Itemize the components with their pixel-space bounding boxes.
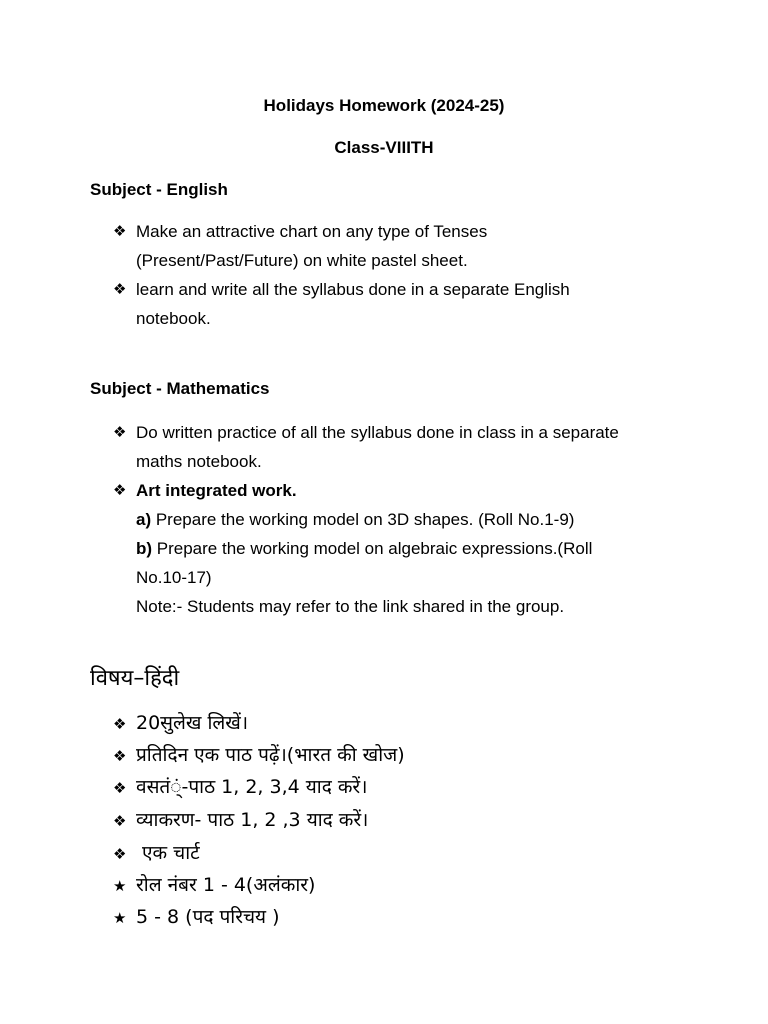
hindi-item-1: ❖ 20सुलेख लिखें।	[113, 707, 248, 740]
diamond-bullet-icon: ❖	[113, 812, 127, 830]
maths-item-1-line1: Do written practice of all the syllabus done in class in a separate	[136, 423, 619, 442]
diamond-bullet-icon: ❖	[113, 222, 127, 240]
hindi-item-4: ❖ व्याकरण- पाठ 1, 2 ,3 याद करें।	[113, 804, 368, 837]
item-a-text: Prepare the working model on 3D shapes. (Roll No.1-9)	[151, 510, 575, 529]
hindi-heading: विषय–हिंदी	[90, 666, 180, 691]
english-heading: Subject - English	[90, 180, 228, 199]
item-b-label: b)	[136, 539, 153, 558]
class-label: Class-VIIITH	[334, 138, 434, 157]
diamond-bullet-icon: ❖	[113, 481, 127, 499]
english-item-2-line1: learn and write all the syllabus done in a separate English	[136, 280, 570, 299]
item-b-text: Prepare the working model on algebraic expressions.(Roll	[152, 539, 593, 558]
hindi-item-5: ❖ एक चार्ट	[113, 837, 200, 870]
diamond-bullet-icon: ❖	[113, 779, 127, 797]
star-bullet-icon: ★	[113, 909, 127, 927]
maths-item-1-line2: maths notebook.	[136, 452, 262, 471]
hindi-item-2: ❖ प्रतिदिन एक पाठ पढ़ें।(भारत की खोज)	[113, 739, 405, 772]
diamond-bullet-icon: ❖	[113, 423, 127, 441]
maths-item-2-b-cont: No.10-17)	[136, 568, 212, 587]
document-title: Holidays Homework (2024-25)	[263, 96, 505, 115]
hindi-star-item-1: ★ रोल नंबर 1 - 4(अलंकार)	[113, 869, 315, 902]
hindi-item-3: ❖ वसतं्ं-पाठ 1, 2, 3,4 याद करें।	[113, 771, 367, 804]
maths-heading: Subject - Mathematics	[90, 379, 270, 398]
diamond-bullet-icon: ❖	[113, 845, 127, 863]
diamond-bullet-icon: ❖	[113, 715, 127, 733]
maths-item-2-b	[136, 534, 592, 563]
maths-note: Note:- Students may refer to the link shared in the group.	[136, 597, 565, 616]
maths-item-2-a	[136, 505, 574, 534]
star-bullet-icon: ★	[113, 877, 127, 895]
art-integrated-heading: Art integrated work.	[136, 481, 297, 500]
english-item-1-line1: Make an attractive chart on any type of Tenses	[136, 222, 488, 241]
english-item-1-line2: (Present/Past/Future) on white pastel sheet.	[136, 251, 468, 270]
item-a-label: a)	[136, 510, 152, 529]
diamond-bullet-icon: ❖	[113, 747, 127, 765]
diamond-bullet-icon: ❖	[113, 280, 127, 298]
english-item-2-line2: notebook.	[136, 309, 211, 328]
hindi-star-item-2: ★ 5 - 8 (पद परिचय )	[113, 901, 280, 934]
